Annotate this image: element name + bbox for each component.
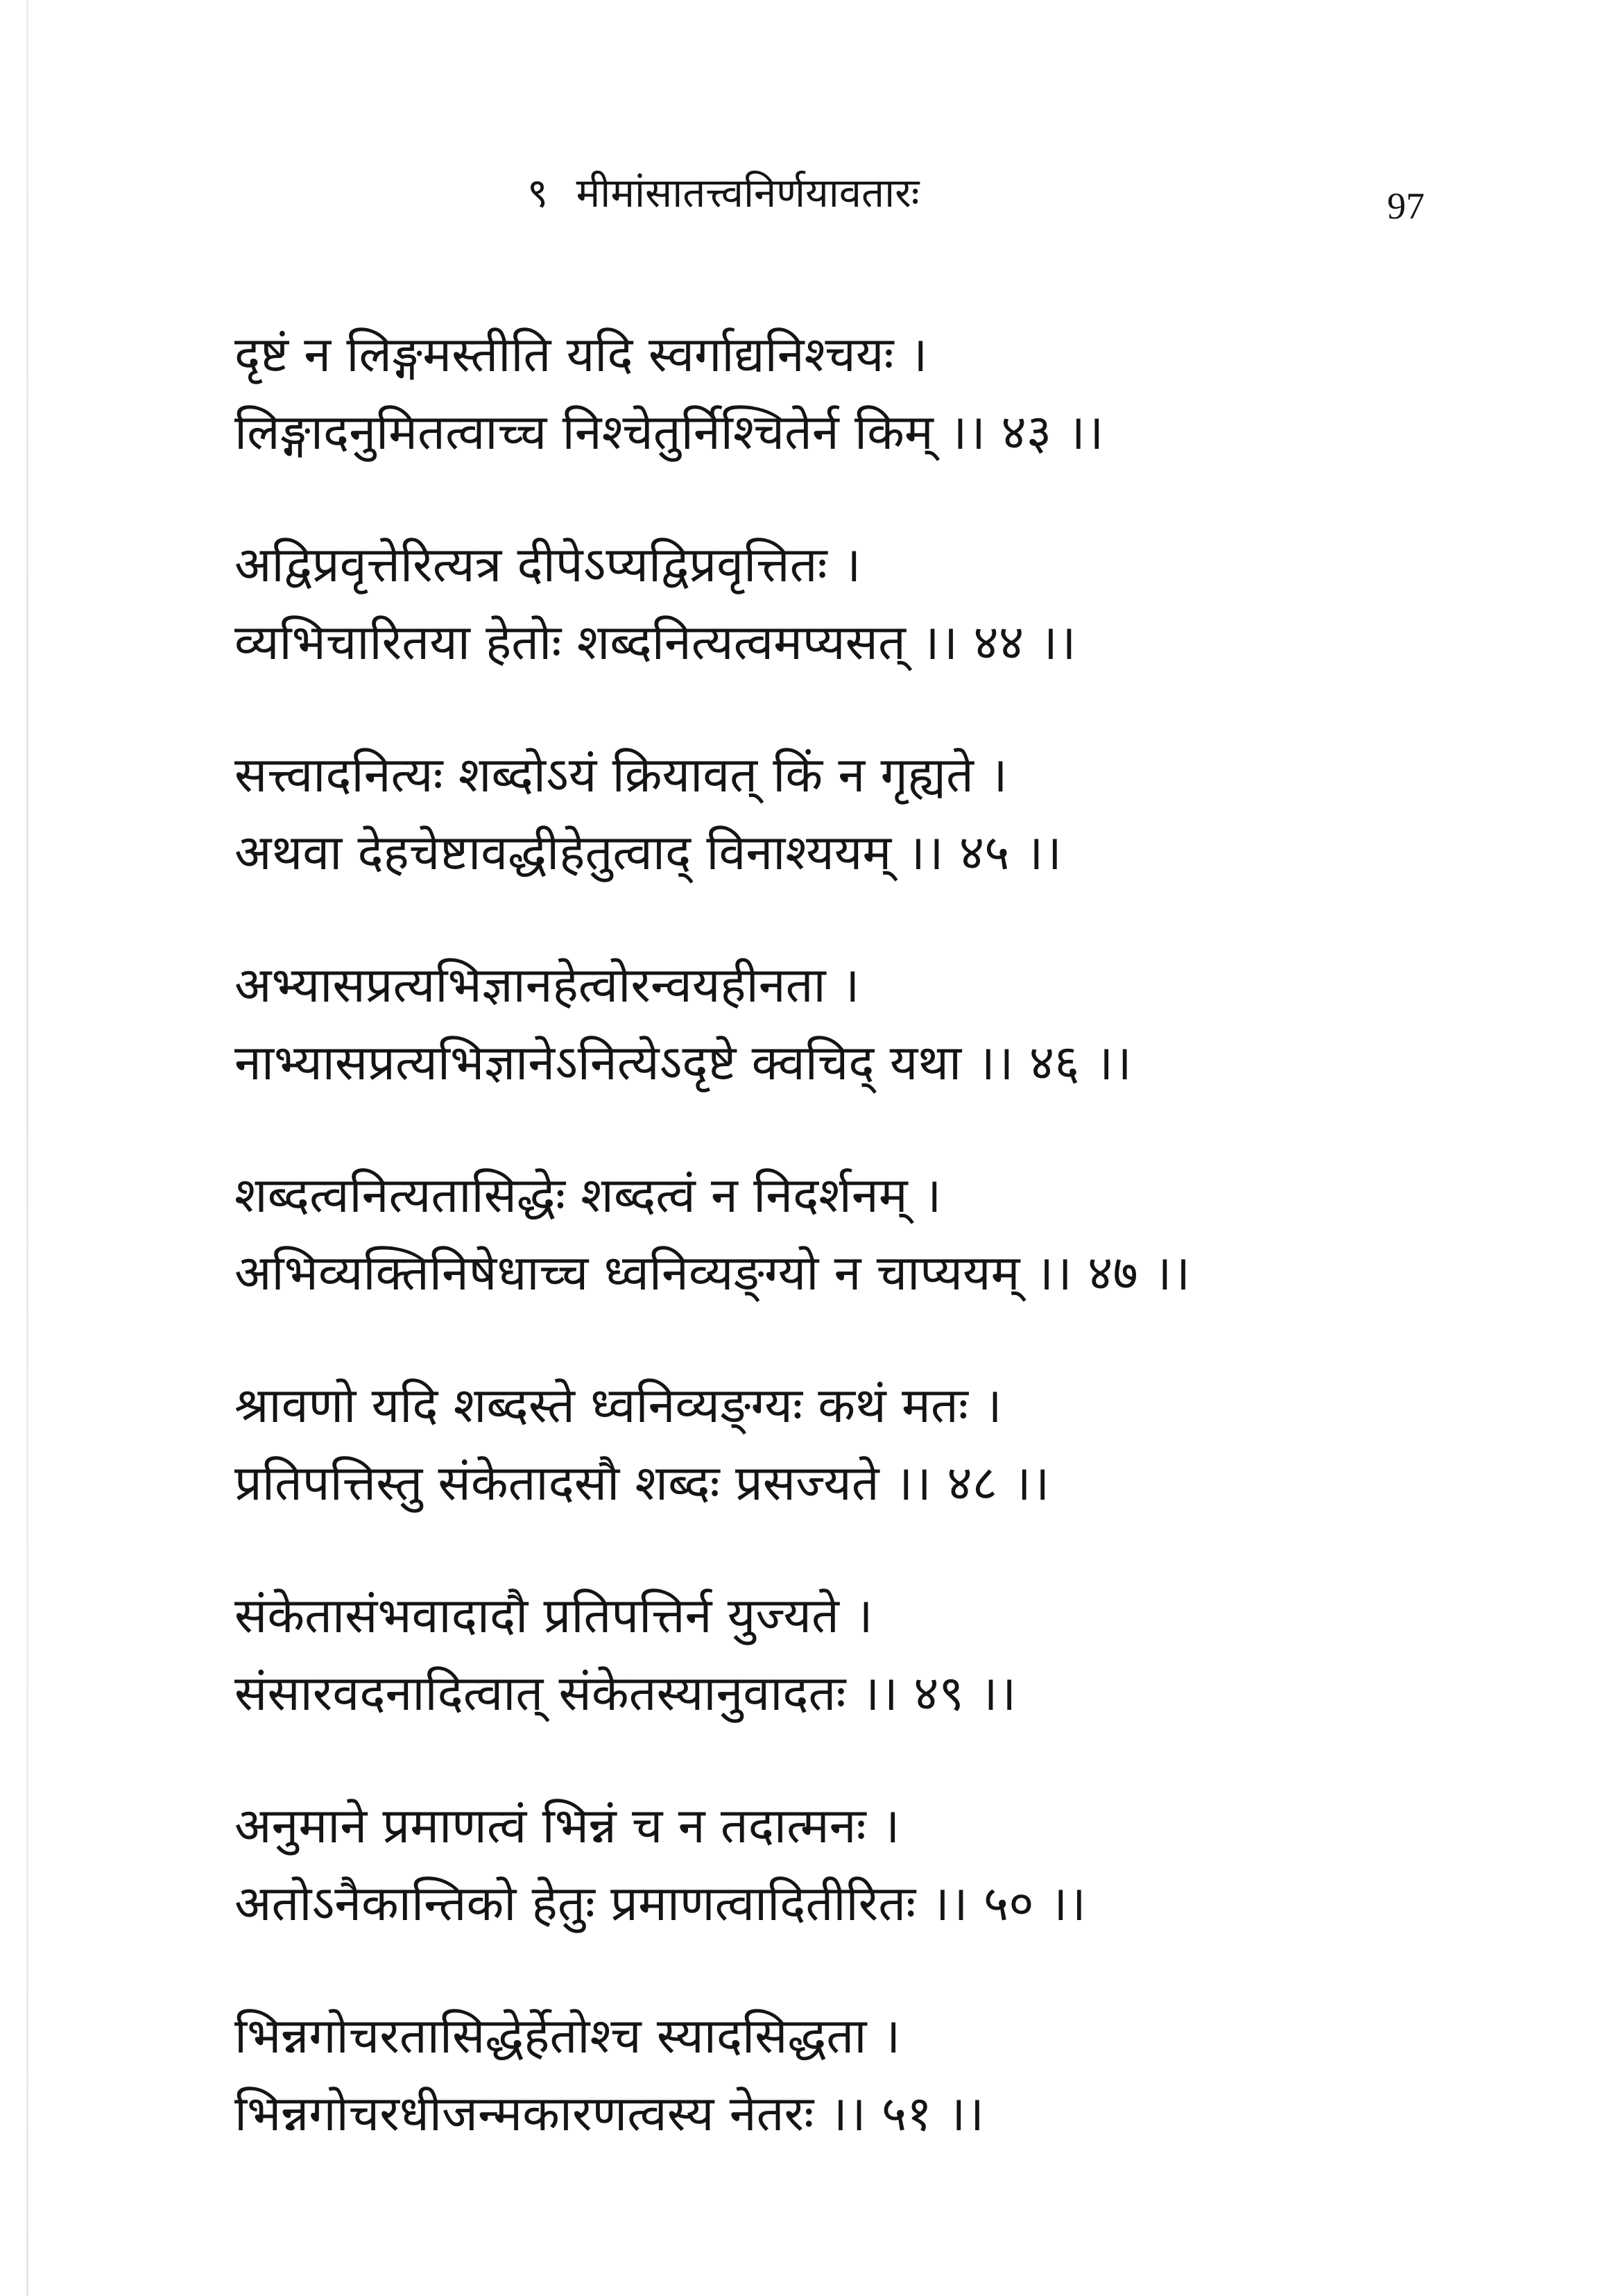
verse-line: भिन्नगोचरधीजन्मकारणत्वस्य नेतरः ।। ५१ ।। <box>234 2085 984 2142</box>
verse-line: अनुमाने प्रमाणत्वं भिन्नं च न तदात्मनः । <box>234 1797 900 1854</box>
verse-line: भिन्नगोचरतासिद्धेर्हेतोश्च स्यादसिद्धता । <box>234 2007 901 2064</box>
verse-44 <box>234 526 1497 736</box>
verse-line: लिङ्गादनुमितत्वाच्च निश्चेतुर्निश्चितेर्न किम् ।। ४३ ।। <box>234 404 1104 461</box>
chapter-title: मीमांसातत्त्वनिर्णयावतारः <box>576 169 920 216</box>
verse-line: दृष्टं न लिङ्गमस्तीति यदि स्वर्गाद्यनिश्चयः । <box>234 326 928 383</box>
verse-line: संसारवदनादित्वात् संकेतस्यानुवादतः ।। ४९ ।। <box>234 1665 1017 1722</box>
chapter-number: ९ <box>527 169 549 216</box>
verse-line: सत्त्वादनित्यः शब्दोऽयं क्रियावत् किं न गृह्यते । <box>234 746 1008 803</box>
verse-line: अभिव्यक्तिनिषेधाच्च ध्वनिव्यङ्ग्यो न चाप्ययम् ।। ४७ ।। <box>234 1244 1191 1301</box>
verse-47 <box>234 1156 1497 1367</box>
verse-45 <box>234 736 1497 946</box>
verse-line: अतोऽनैकान्तिको हेतुः प्रमाणत्वादितीरितः ।। ५० ।। <box>234 1875 1086 1932</box>
verse-line: नाभ्यासप्रत्यभिज्ञानेऽनित्येऽदृष्टे क्वचिद् यथा ।। ४६ ।। <box>234 1034 1132 1091</box>
verse-49 <box>234 1577 1497 1787</box>
verse-line: अद्विप्रवृत्तेरित्यत्र दीपेऽप्यद्विप्रवृत्तितः । <box>234 536 861 593</box>
page-number: 97 <box>1387 185 1425 227</box>
verse-46 <box>234 946 1497 1156</box>
verse-list <box>234 316 1497 2207</box>
verse-line: अथवा देहचेष्टावद्धीहेतुत्वाद् विनाश्ययम् ।। ४५ ।। <box>234 824 1062 881</box>
verse-51 <box>234 1997 1497 2207</box>
verse-line: व्यभिचारितया हेतोः शब्दनित्यत्वमप्यसत् ।। ४४ ।। <box>234 614 1076 671</box>
scan-edge-shadow <box>26 0 28 2296</box>
verse-50 <box>234 1787 1497 1997</box>
verse-line: शब्दत्वनित्यतासिद्धेः शब्दत्वं न निदर्शनम् । <box>234 1167 942 1224</box>
verse-line: संकेतासंभवादादौ प्रतिपत्तिर्न युज्यते । <box>234 1587 873 1644</box>
verse-48 <box>234 1367 1497 1577</box>
verse-line: प्रतिपत्तिस्तु संकेतादसौ शब्दः प्रसज्यते ।। ४८ ।। <box>234 1455 1050 1511</box>
verse-line: अभ्यासप्रत्यभिज्ञानहेत्वोरन्वयहीनता । <box>234 957 860 1013</box>
verse-43 <box>234 316 1497 526</box>
running-head <box>527 165 920 221</box>
verse-line: श्रावणो यदि शब्दस्ते ध्वनिव्यङ्ग्यः कथं मतः । <box>234 1377 1002 1434</box>
